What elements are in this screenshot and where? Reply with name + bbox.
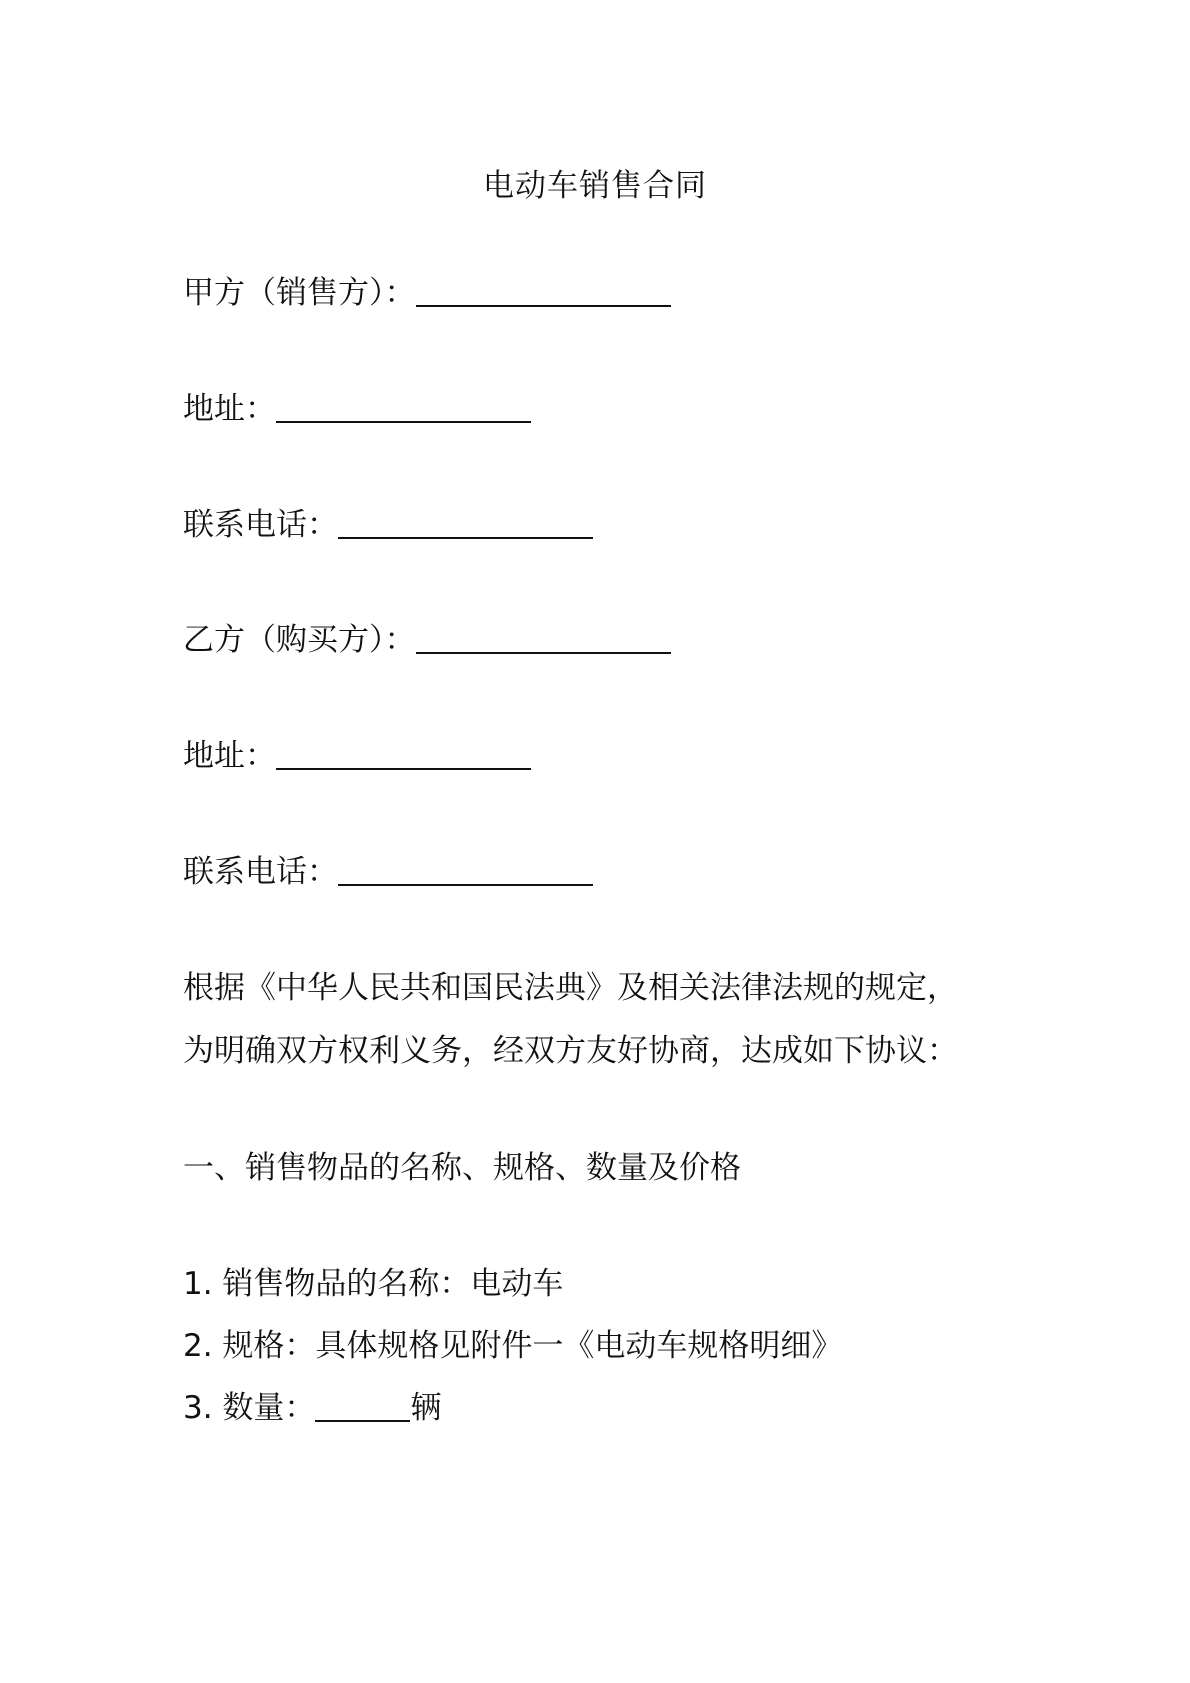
preamble-line-1: 根据《中华人民共和国民法典》及相关法律法规的规定， (183, 970, 958, 1006)
section-1-item-1: 1. 销售物品的名称：电动车 (183, 1266, 564, 1302)
quantity-label: 3. 数量： (183, 1390, 316, 1426)
party-a-phone-label: 联系电话： (183, 507, 338, 543)
party-a-phone-blank (338, 507, 593, 539)
party-a-address-blank (276, 391, 531, 423)
quantity-blank (315, 1390, 410, 1422)
section-1-item-3 (183, 1388, 441, 1428)
preamble-line-2: 为明确双方权利义务，经双方友好协商，达成如下协议： (183, 1033, 958, 1069)
party-a-blank (416, 275, 671, 307)
party-b-label: 乙方（购买方）： (183, 622, 416, 658)
party-b-blank (416, 622, 671, 654)
party-a-address-line (183, 389, 531, 429)
section-1-item-2: 2. 规格：具体规格见附件一《电动车规格明细》 (183, 1328, 843, 1364)
party-a-line (183, 273, 671, 313)
party-a-address-label: 地址： (183, 391, 276, 427)
party-a-phone-line (183, 505, 593, 545)
section-1-heading: 一、销售物品的名称、规格、数量及价格 (183, 1150, 741, 1186)
party-b-address-label: 地址： (183, 738, 276, 774)
document-title: 电动车销售合同 (483, 168, 707, 204)
quantity-unit: 辆 (410, 1390, 442, 1426)
party-b-phone-label: 联系电话： (183, 854, 338, 890)
party-b-phone-line (183, 852, 593, 892)
party-a-label: 甲方（销售方）： (183, 275, 416, 311)
party-b-line (183, 620, 671, 660)
party-b-address-blank (276, 738, 531, 770)
party-b-address-line (183, 736, 531, 776)
party-b-phone-blank (338, 854, 593, 886)
